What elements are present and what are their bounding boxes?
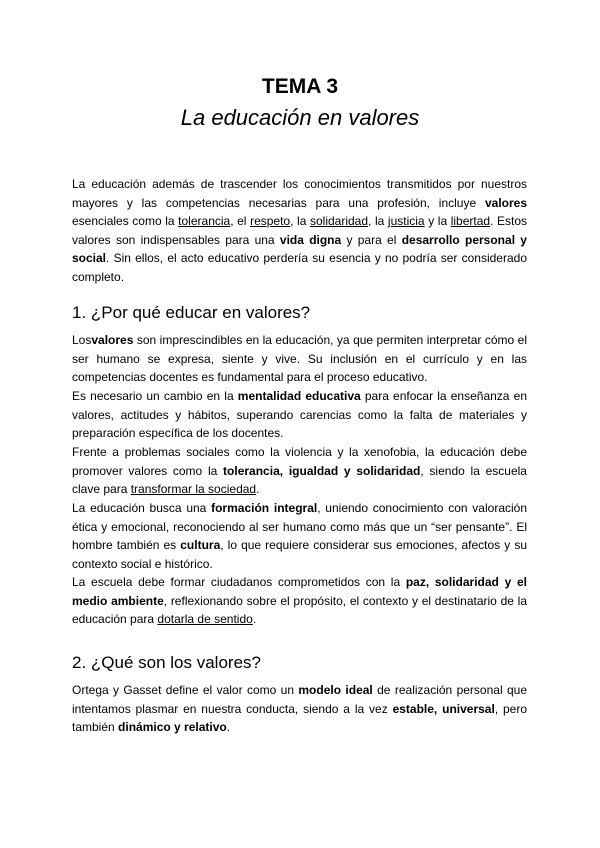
topic-number: TEMA 3 [261, 75, 339, 98]
text-run: . [226, 720, 231, 735]
text-run: La educación además de trascender los conocimientos transmitidos por nuestros mayores y las competencias necesarias para una profesión, incluye [72, 177, 527, 210]
underlined-term: libertad [450, 214, 491, 229]
text-run: , siendo la escuela clave para [72, 463, 527, 497]
text-run: y la [424, 214, 451, 229]
text-run: , uniendo conocimiento con valoración ética y emocional, reconociendo al ser humano como más que un “ser pensante”. El hombre también es [72, 501, 528, 553]
text-run: y para el [341, 232, 402, 247]
bold-term: valores [484, 195, 527, 210]
underlined-term: respeto [250, 214, 291, 229]
bold-term: formación integral [211, 501, 318, 515]
bold-term: mentalidad educativa [237, 389, 361, 403]
bold-term: desarrollo personal y social [72, 232, 527, 266]
bold-term: tolerancia, igualdad y solidaridad [223, 463, 421, 478]
section-2-heading: 2. ¿Qué son los valores? [72, 653, 261, 672]
section-1-heading: 1. ¿Por qué educar en valores? [72, 303, 311, 322]
text-run: Ortega y Gasset define el valor como un [72, 683, 299, 697]
text-run: de realización personal que intentamos plasmar en nuestra conducta, siendo a la vez [72, 683, 527, 716]
topic-title: La educación en valores [180, 105, 420, 130]
text-run: , el [230, 214, 251, 229]
section-1-paragraph-4 [72, 499, 527, 573]
underlined-term: transformar la sociedad [130, 482, 257, 497]
text-run: , la [290, 214, 310, 229]
bold-term: dinámico y relativo [118, 720, 227, 735]
text-run: . Estos valores son indispensables para una [72, 214, 528, 247]
section-1-paragraph-2 [72, 387, 527, 443]
text-run: . Sin ellos, el acto educativo perdería su esencia y no podría ser considerado completo. [72, 251, 527, 284]
text-run: son imprescindibles en la educación, ya que permiten interpretar cómo el ser humano se expresa, siente y vive. Su inclusión en el currículo y en las competencias docentes es fundamental para el proceso educativo. [72, 333, 527, 385]
text-run: Frente a problemas sociales como la violencia y la xenofobia, la educación debe promover valores como la [72, 445, 527, 478]
text-run: La escuela debe formar ciudadanos comprometidos con la [72, 575, 406, 589]
text-run: Los [72, 333, 92, 347]
text-run: , reflexionando sobre el propósito, el contexto y el destinatario de la educación para [72, 593, 527, 627]
bold-term: modelo ideal [298, 683, 373, 697]
underlined-term: dotarla de sentido [157, 612, 253, 627]
text-run: , lo que requiere considerar sus emociones, afectos y su contexto social e histórico. [72, 538, 527, 571]
bold-term: cultura [180, 538, 221, 553]
text-run: , la [368, 214, 388, 229]
text-run: , pero también [72, 701, 528, 735]
section-1-paragraph-1 [72, 331, 527, 387]
text-run: para enfocar la enseñanza en valores, actitudes y hábitos, superando carencias como la falta de materiales y preparación específica de los docentes. [72, 389, 527, 441]
section-2-paragraph-1 [72, 681, 527, 737]
bold-term: paz, solidaridad y el medio ambiente [72, 575, 527, 608]
bold-term: vida digna [279, 232, 342, 247]
text-run: esenciales como la [72, 214, 179, 229]
underlined-term: solidaridad [309, 214, 369, 229]
bold-term: estable, universal [392, 701, 495, 716]
intro-paragraph [72, 175, 527, 287]
text-run: . [252, 612, 257, 627]
underlined-term: justicia [387, 214, 425, 229]
bold-term: valores [91, 333, 134, 347]
section-1-paragraph-3 [72, 443, 527, 499]
underlined-term: tolerancia [178, 214, 231, 229]
text-run: La educación busca una [72, 501, 212, 515]
section-1-paragraph-5 [72, 573, 527, 629]
text-run: Es necesario un cambio en la [72, 389, 238, 403]
text-run: . [256, 482, 260, 497]
